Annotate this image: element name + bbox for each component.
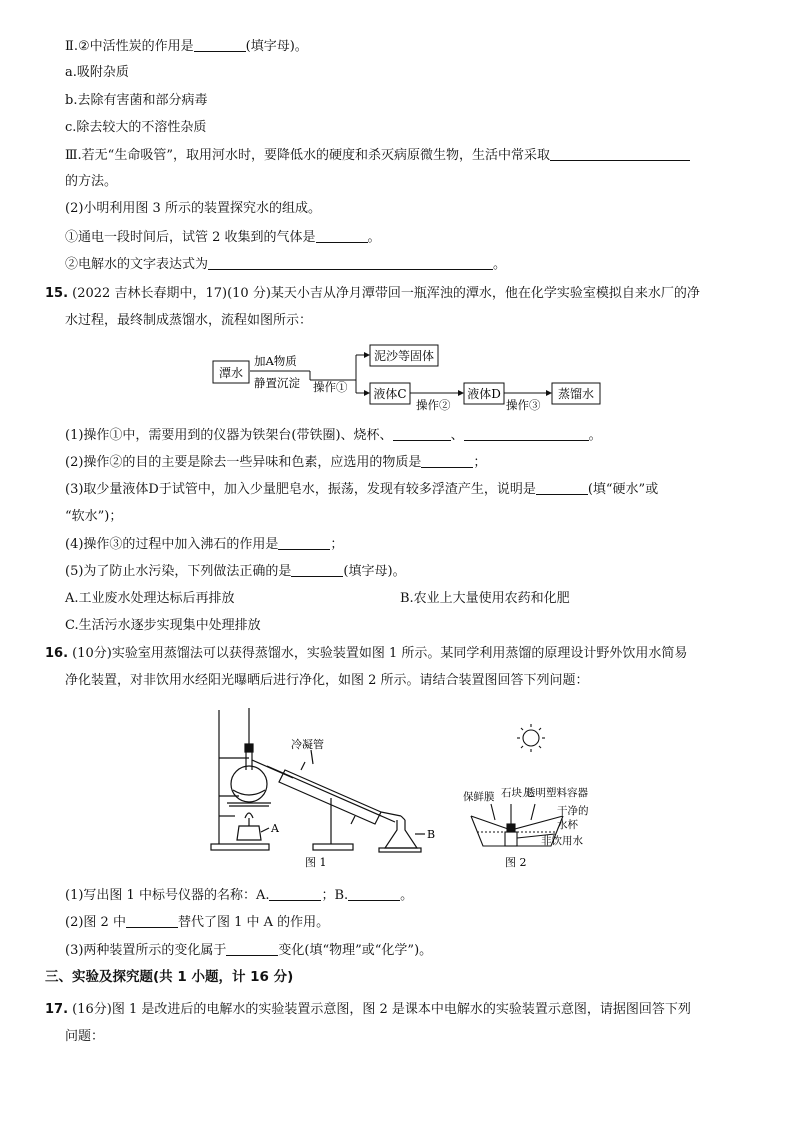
q16-p1-sep: ；B. <box>321 888 349 903</box>
label-a-leader <box>261 828 269 832</box>
water-outlet <box>301 762 305 770</box>
q15-part3-line2: “软水”)； <box>65 509 123 524</box>
q16-part1 <box>65 886 413 905</box>
q14-option-b: b.去除有害菌和部分病毒 <box>65 93 208 108</box>
q15-option-b: B.农业上大量使用农药和化肥 <box>400 591 570 606</box>
condenser-assembly <box>267 750 425 852</box>
answer-blank[interactable] <box>208 255 493 270</box>
q17-stem-text: (16分)图 1 是改进后的电解水的实验装置示意图，图 2 是课本中电解水的实验装置示意图，请据图回答下列 <box>72 1002 691 1017</box>
q16-part2 <box>65 913 329 932</box>
q14-part2-1 <box>65 228 381 247</box>
q15-part3 <box>65 480 658 499</box>
q14-iii-text: Ⅲ.若无“生命吸管”，取用河水时，要降低水的硬度和杀灭病原微生物，生活中常采取 <box>65 148 550 163</box>
q14-p21-text: ①通电一段时间后，试管 2 收集到的气体是 <box>65 230 316 245</box>
label-cup-2: 水杯 <box>557 819 578 831</box>
erlenmeyer-flask <box>385 820 417 848</box>
q16-stem-text: (10分)实验室用蒸馏法可以获得蒸馏水，实验装置如图 1 所示。某同学利用蒸馏的原理设计野外饮用水简易 <box>72 646 688 661</box>
figure-2-solar-still <box>471 724 563 846</box>
q15-part4 <box>65 535 343 554</box>
flow-label-op1: 操作① <box>313 380 348 394</box>
flow-label-op3: 操作③ <box>506 398 541 412</box>
distillation-apparatus-figures <box>205 700 605 870</box>
q15-stem-text: (2022 吉林长春期中，17)(10 分)某天小吉从净月潭带回一瓶浑浊的潭水，他在化学实验室模拟自来水厂的净 <box>72 286 700 301</box>
flow-label-op2: 操作② <box>416 398 451 412</box>
q15-p3-text: (3)取少量液体D于试管中，加入少量肥皂水，振荡，发现有较多浮渣产生，说明是 <box>65 482 536 497</box>
q15-p3-hint: (填“硬水”或 <box>587 482 659 497</box>
q15-part5 <box>65 562 406 581</box>
q16-p1-text: (1)写出图 1 中标号仪器的名称：A. <box>65 888 270 903</box>
q15-p4-end: ； <box>330 537 344 552</box>
answer-blank[interactable] <box>348 886 400 901</box>
q14-iii-tail: 的方法。 <box>65 174 118 189</box>
flow-label-solid: 泥沙等固体 <box>373 349 435 363</box>
q16-p2-end: 替代了图 1 中 A 的作用。 <box>177 915 330 930</box>
alcohol-lamp <box>237 826 261 840</box>
flow-label-pond: 潭水 <box>218 366 244 380</box>
stopper <box>245 744 253 752</box>
q14-option-a: a.吸附杂质 <box>65 65 129 80</box>
leader-film <box>491 804 495 820</box>
label-a: A <box>271 822 279 835</box>
q15-p1-sep: 、 <box>450 428 464 443</box>
stone <box>507 824 515 832</box>
flask-liquid <box>233 790 265 795</box>
answer-blank[interactable] <box>393 426 451 441</box>
q14-iii-line <box>65 146 690 165</box>
q15-p5-text: (5)为了防止水污染，下列做法正确的是 <box>65 564 292 579</box>
condenser-leader <box>311 750 313 764</box>
iron-stand-base <box>211 844 269 850</box>
flame <box>245 813 253 818</box>
water-purification-flowchart <box>212 343 612 423</box>
answer-blank[interactable] <box>291 562 343 577</box>
answer-blank[interactable] <box>226 941 278 956</box>
sun-ray <box>539 746 541 748</box>
q15-p1-text: (1)操作①中，需要用到的仪器为铁架台(带铁圈)、烧杯、 <box>65 428 393 443</box>
q14-part2-intro: (2)小明利用图 3 所示的装置探究水的组成。 <box>65 201 321 216</box>
stand-base <box>313 844 353 850</box>
answer-blank[interactable] <box>278 535 330 550</box>
q14-p22-end: 。 <box>493 257 507 272</box>
q15-option-a: A.工业废水处理达标后再排放 <box>65 591 235 606</box>
answer-blank[interactable] <box>421 453 473 468</box>
flow-arrowhead <box>364 352 370 358</box>
answer-blank[interactable] <box>464 426 589 441</box>
q14-p21-end: 。 <box>367 230 381 245</box>
q14-p22-text: ②电解水的文字表达式为 <box>65 257 209 272</box>
q14-part2-2 <box>65 255 506 274</box>
q16-p2-text: (2)图 2 中 <box>65 915 126 930</box>
sun-ray <box>521 728 523 730</box>
q14-ii-hint: (填字母)。 <box>245 39 308 54</box>
sun-ray <box>539 728 541 730</box>
flow-arrowhead <box>458 390 464 396</box>
label-stone: 石块儿 <box>501 787 533 799</box>
q15-p1-end: 。 <box>588 428 602 443</box>
sun-icon <box>523 730 539 746</box>
q14-ii-text: Ⅱ.②中活性炭的作用是 <box>65 39 194 54</box>
adapter <box>381 812 401 816</box>
answer-blank[interactable] <box>194 37 246 52</box>
label-container: 透明塑料容器 <box>525 787 588 799</box>
flow-label-distilled: 蒸馏水 <box>557 387 595 401</box>
water-inlet <box>351 816 355 824</box>
q17-stem-line2: 问题： <box>65 1029 105 1044</box>
question-number: 17. <box>45 1002 69 1017</box>
q14-option-c: c.除去较大的不溶性杂质 <box>65 120 207 135</box>
flow-label-d: 液体D <box>467 387 501 401</box>
sun-ray <box>521 746 523 748</box>
q16-p3-text: (3)两种装置所示的变化属于 <box>65 943 227 958</box>
q15-p5-hint: (填字母)。 <box>343 564 406 579</box>
answer-blank[interactable] <box>550 146 690 161</box>
q15-part2 <box>65 453 486 472</box>
answer-blank[interactable] <box>316 228 368 243</box>
plastic-film <box>471 816 563 830</box>
answer-blank[interactable] <box>126 913 178 928</box>
q15-p2-text: (2)操作②的目的主要是除去一些异味和色素，应选用的物质是 <box>65 455 422 470</box>
flow-arrowhead <box>364 390 370 396</box>
clean-cup <box>505 832 517 846</box>
q16-part3 <box>65 941 432 960</box>
label-nonpotable-water: 非饮用水 <box>541 835 583 847</box>
q15-part1 <box>65 426 602 445</box>
q16-stem-line1 <box>45 645 687 663</box>
q15-p4-text: (4)操作③的过程中加入沸石的作用是 <box>65 537 279 552</box>
flow-arrowhead <box>546 390 552 396</box>
q15-option-c: C.生活污水逐步实现集中处理排放 <box>65 618 261 633</box>
q17-stem-line1 <box>45 1001 691 1019</box>
q16-p1-end: 。 <box>400 888 414 903</box>
adapter <box>401 816 405 820</box>
label-condenser: 冷凝管 <box>291 738 324 751</box>
label-b: B <box>427 828 436 841</box>
q15-p2-end: ； <box>473 455 487 470</box>
figure-2-caption: 图 2 <box>505 856 527 869</box>
answer-blank[interactable] <box>269 886 321 901</box>
q16-p3-hint: 变化(填“物理”或“化学”)。 <box>278 943 433 958</box>
section-heading: 三、实验及探究题(共 1 小题，计 16 分) <box>45 969 294 985</box>
question-number: 16. <box>45 646 69 661</box>
flow-label-add-a: 加A物质 <box>254 354 297 368</box>
label-plastic-film: 保鲜膜 <box>463 791 495 803</box>
question-number: 15. <box>45 286 69 301</box>
label-cup-1: 干净的 <box>557 805 589 817</box>
leader-container <box>531 804 535 820</box>
q14-ii-line <box>65 37 308 56</box>
flask-support <box>379 848 421 852</box>
figure-1-caption: 图 1 <box>305 856 327 869</box>
flow-label-settle: 静置沉淀 <box>254 376 300 390</box>
q15-stem-line1 <box>45 285 700 303</box>
flow-label-c: 液体C <box>373 387 407 401</box>
q15-stem-line2: 水过程，最终制成蒸馏水，流程如图所示： <box>65 313 313 328</box>
answer-blank[interactable] <box>536 480 588 495</box>
round-bottom-flask <box>231 766 267 802</box>
q16-stem-line2: 净化装置，对非饮用水经阳光曝晒后进行净化，如图 2 所示。请结合装置图回答下列问题： <box>65 673 589 688</box>
